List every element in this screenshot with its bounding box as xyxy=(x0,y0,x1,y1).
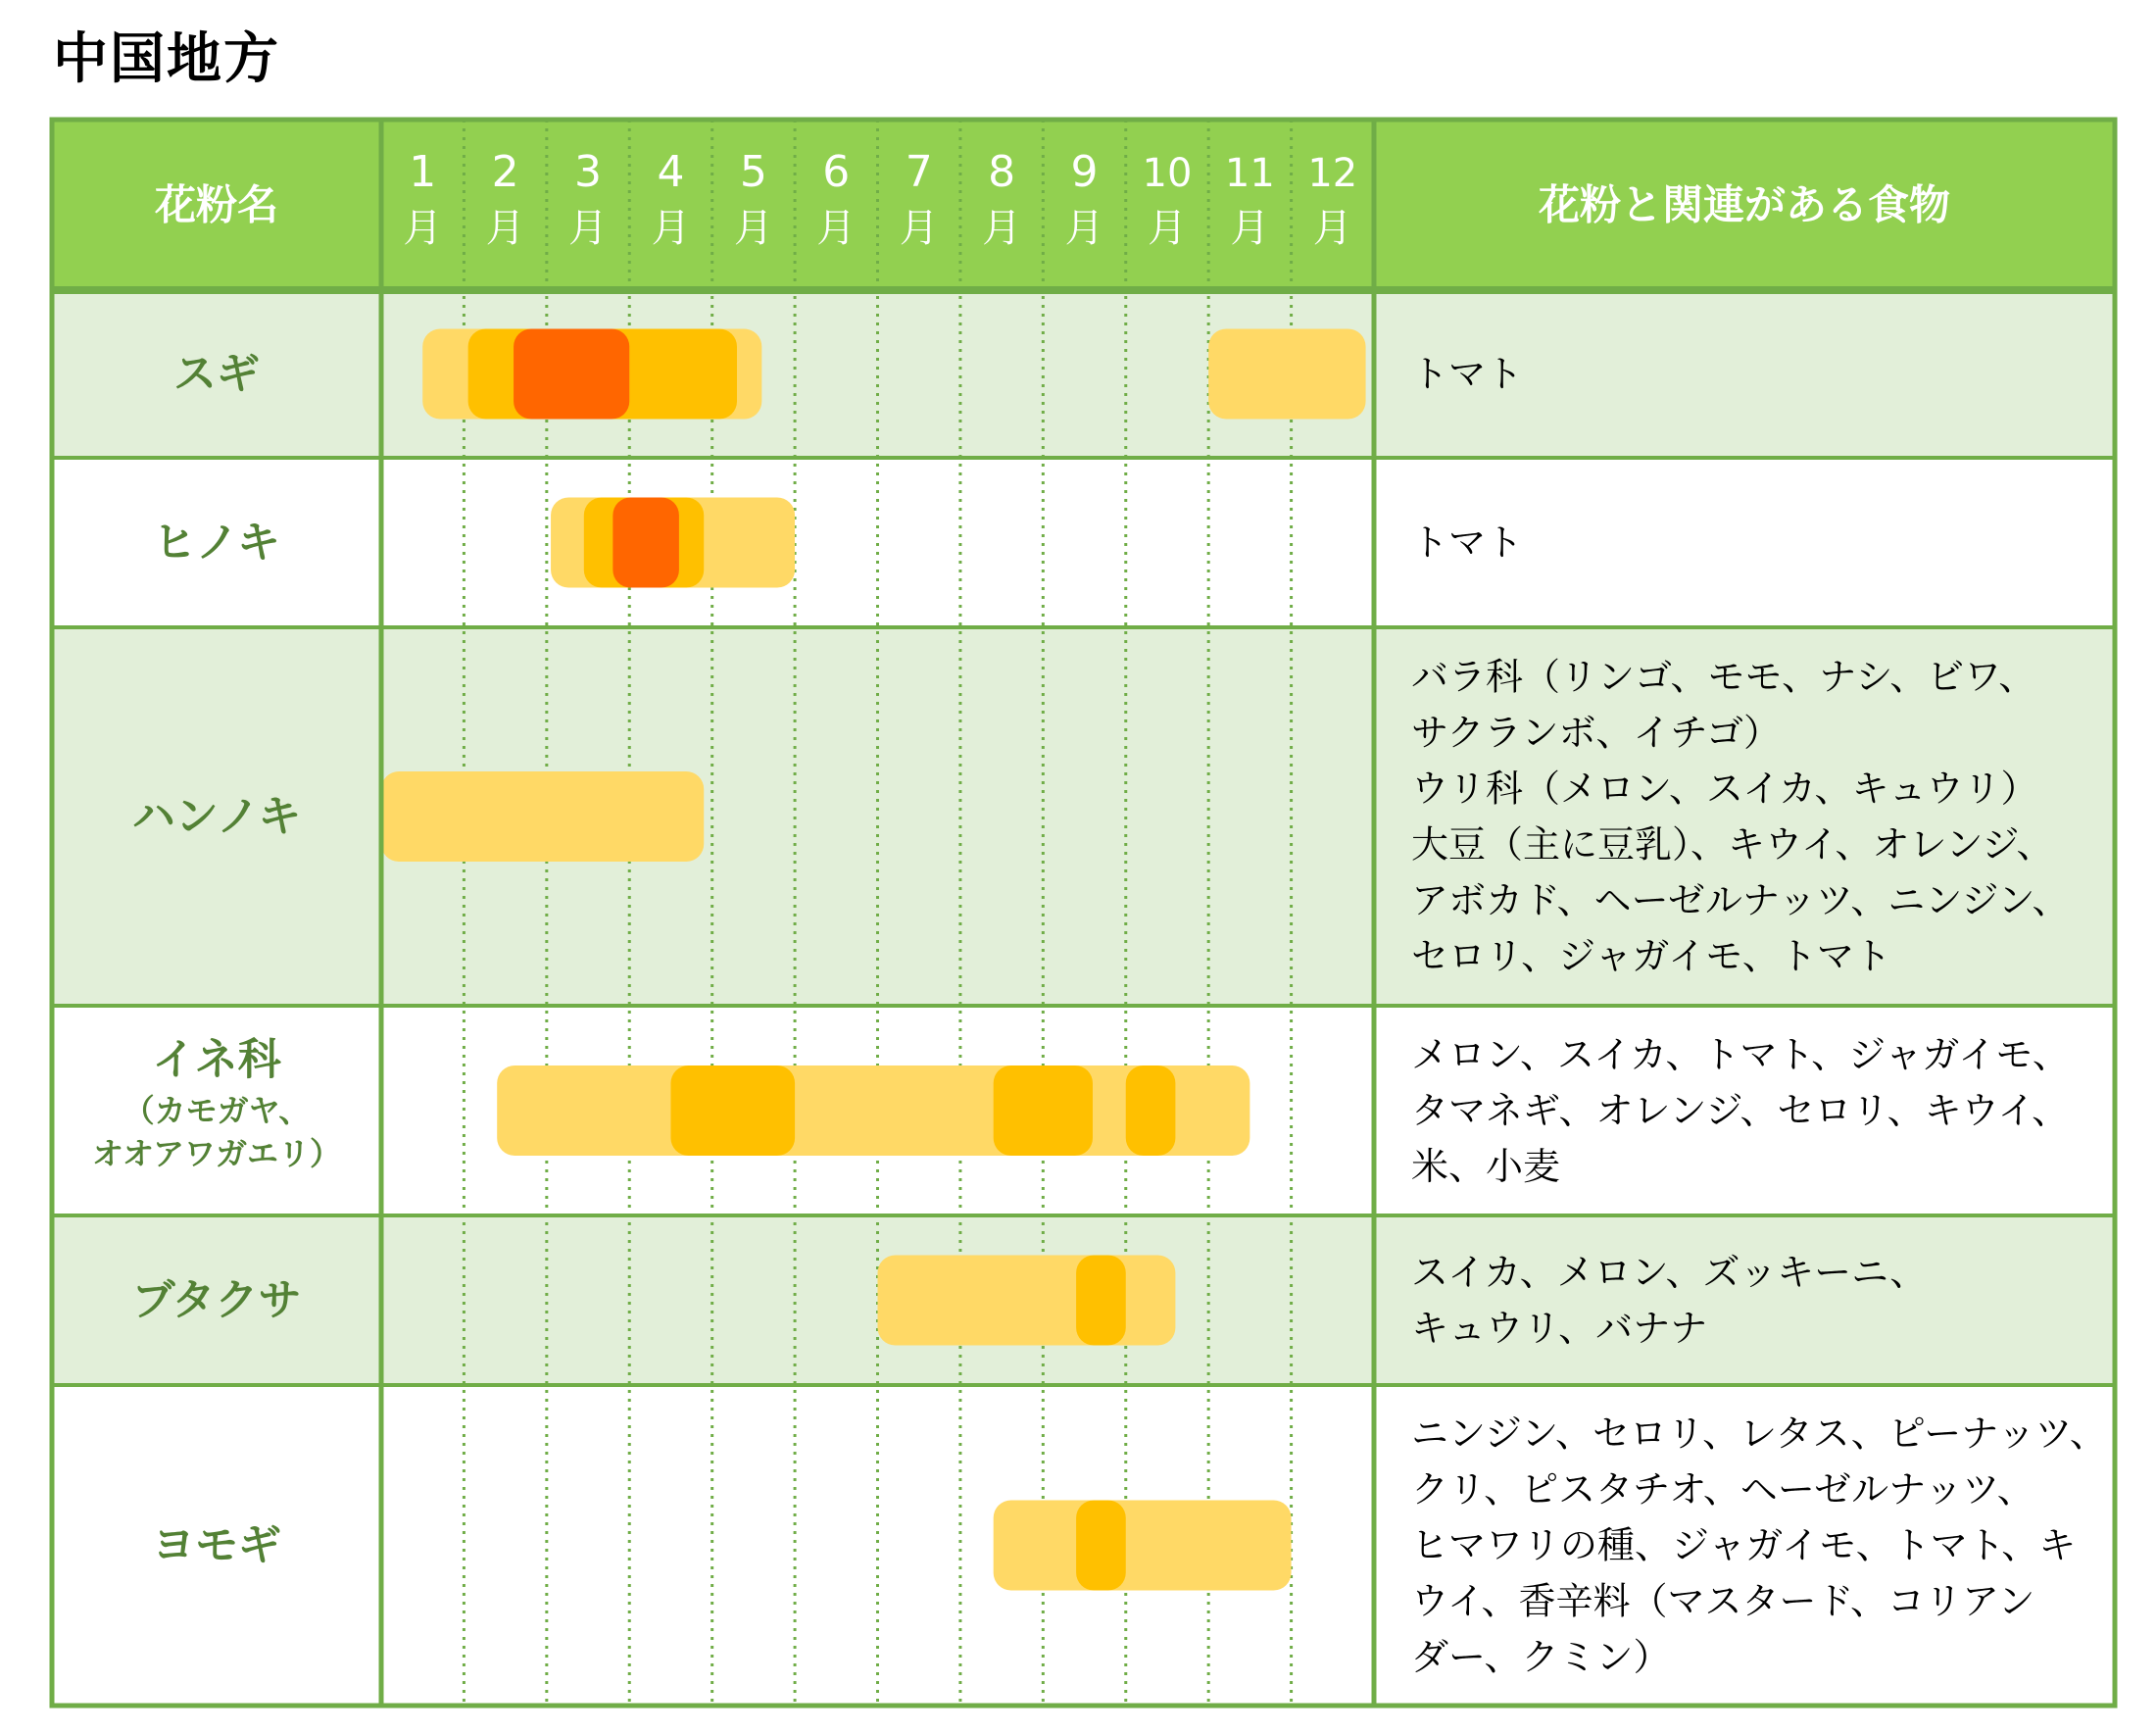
month-number-label: 10 xyxy=(1142,151,1193,196)
month-unit-label: 月 xyxy=(1147,206,1187,251)
food-list-line: 大豆（主に豆乳）、キウイ、オレンジ、 xyxy=(1411,822,2054,867)
month-unit-label: 月 xyxy=(982,206,1022,251)
pollen-bar-low xyxy=(994,1501,1292,1591)
month-number-label: 11 xyxy=(1224,151,1275,196)
pollen-bar-high xyxy=(514,329,629,420)
pollen-name-label: ハンノキ xyxy=(131,791,302,842)
pollen-name-label: スギ xyxy=(173,349,260,399)
month-unit-label: 月 xyxy=(403,206,443,251)
pollen-bar-high xyxy=(612,498,679,588)
month-unit-label: 月 xyxy=(1064,206,1104,251)
food-list-line: ウリ科（メロン、スイカ、キュウリ） xyxy=(1411,767,2038,811)
pollen-name-label: ヨモギ xyxy=(152,1520,281,1570)
month-number-label: 8 xyxy=(988,147,1016,197)
month-unit-label: 月 xyxy=(1230,206,1270,251)
food-list-line: 米、小麦 xyxy=(1411,1145,1561,1188)
food-list-line: キュウリ、バナナ xyxy=(1411,1307,1708,1350)
pollen-bar-low xyxy=(878,1256,1176,1346)
month-unit-label: 月 xyxy=(485,206,525,251)
food-list-line: アボカド、ヘーゼルナッツ、ニンジン、 xyxy=(1411,878,2070,922)
header-pollen-name: 花粉名 xyxy=(154,180,279,229)
month-number-label: 6 xyxy=(822,147,851,197)
food-list-line: セロリ、ジャガイモ、トマト xyxy=(1411,934,1891,978)
food-list-line: ウイ、香辛料（マスタード、コリアン xyxy=(1411,1579,2035,1623)
food-list-line: サクランボ、イチゴ） xyxy=(1411,711,1781,755)
food-list-line: メロン、スイカ、トマト、ジャガイモ、 xyxy=(1411,1033,2070,1076)
food-list-line: クリ、ピスタチオ、ヘーゼルナッツ、 xyxy=(1411,1467,2034,1511)
row-background xyxy=(52,290,2115,458)
pollen-name-label: ブタクサ xyxy=(131,1275,302,1325)
header-foods: 花粉と関連がある食物 xyxy=(1538,180,1951,229)
pollen-bar-low xyxy=(1208,329,1365,420)
food-list-line: スイカ、メロン、ズッキーニ、 xyxy=(1411,1251,1928,1294)
pollen-bar-mid xyxy=(1076,1501,1126,1591)
food-list-line: ヒマワリの種、ジャガイモ、トマト、キ xyxy=(1411,1523,2077,1567)
pollen-name-label: オオアワガエリ） xyxy=(91,1135,342,1172)
month-number-label: 1 xyxy=(409,147,437,197)
page-title: 中国地方 xyxy=(53,27,280,91)
month-number-label: 7 xyxy=(905,147,933,197)
pollen-bar-mid xyxy=(670,1065,795,1156)
food-list-line: ダー、クミン） xyxy=(1411,1635,1671,1679)
pollen-bar-mid xyxy=(1126,1065,1176,1156)
month-unit-label: 月 xyxy=(651,206,691,251)
food-list-line: ニンジン、セロリ、レタス、ピーナッツ、 xyxy=(1411,1412,2107,1456)
row-background xyxy=(52,458,2115,627)
food-list-line: バラ科（リンゴ、モモ、ナシ、ビワ、 xyxy=(1411,655,2036,699)
month-number-label: 12 xyxy=(1307,151,1358,196)
pollen-bar-low xyxy=(381,771,704,862)
month-number-label: 9 xyxy=(1070,147,1099,197)
pollen-name-label: ヒノキ xyxy=(153,518,280,568)
month-unit-label: 月 xyxy=(899,206,939,251)
month-number-label: 3 xyxy=(574,147,603,197)
month-number-label: 5 xyxy=(739,147,767,197)
food-list-line: トマト xyxy=(1411,520,1524,565)
pollen-bar-mid xyxy=(994,1065,1093,1156)
pollen-name-label: （カモガヤ、 xyxy=(122,1092,311,1129)
month-number-label: 2 xyxy=(491,147,519,197)
month-number-label: 4 xyxy=(657,147,685,197)
month-unit-label: 月 xyxy=(1312,206,1352,251)
month-unit-label: 月 xyxy=(733,206,773,251)
month-unit-label: 月 xyxy=(816,206,857,251)
food-list-line: タマネギ、オレンジ、セロリ、キウイ、 xyxy=(1411,1089,2070,1132)
food-list-line: トマト xyxy=(1411,352,1524,396)
pollen-name-label: イネ科 xyxy=(152,1034,281,1085)
month-unit-label: 月 xyxy=(568,206,609,251)
pollen-bar-mid xyxy=(1076,1256,1126,1346)
